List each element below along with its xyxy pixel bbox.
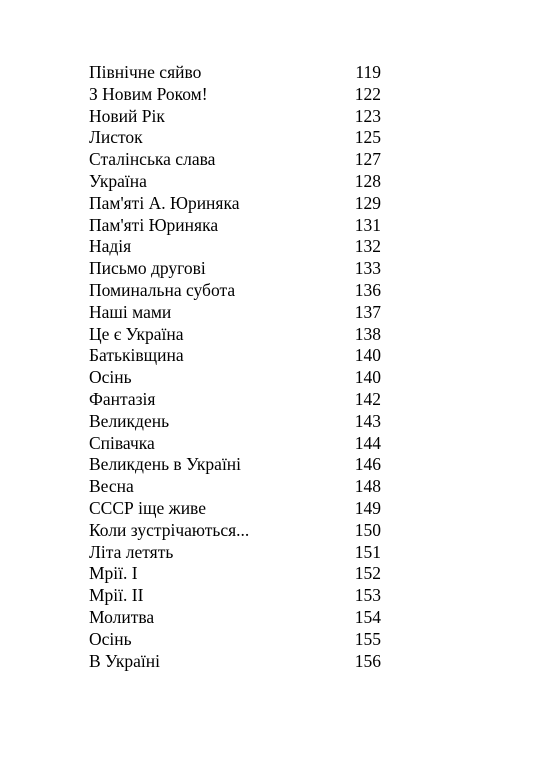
toc-entry-title: Це є Україна xyxy=(89,323,184,344)
toc-entry-page-number: 122 xyxy=(354,83,381,104)
toc-entry-title: Великдень xyxy=(89,410,170,431)
toc-entry-page-number: 154 xyxy=(354,606,381,627)
toc-entry xyxy=(89,127,381,149)
toc-entry-title: Фантазія xyxy=(89,388,156,409)
toc-entry-title: Листок xyxy=(89,127,143,148)
toc-entry-page-number: 153 xyxy=(354,585,381,606)
toc-entry xyxy=(89,411,381,433)
toc-entry-page-number: 125 xyxy=(354,127,381,148)
toc-entry xyxy=(89,236,381,258)
toc-entry xyxy=(89,651,381,673)
toc-entry xyxy=(89,345,381,367)
toc-entry-title: Великдень в Україні xyxy=(89,454,242,475)
toc-entry xyxy=(89,193,381,215)
toc-entry-title: Весна xyxy=(89,476,134,497)
toc-entry xyxy=(89,171,381,193)
toc-entry-page-number: 142 xyxy=(354,388,381,409)
toc-entry-page-number: 140 xyxy=(354,367,381,388)
toc-entry xyxy=(89,520,381,542)
toc-entry xyxy=(89,302,381,324)
toc-entry-title: Сталінська слава xyxy=(89,149,216,170)
toc-entry-page-number: 133 xyxy=(354,258,381,279)
toc-entry-title: Літа летять xyxy=(89,541,174,562)
toc-entry-page-number: 155 xyxy=(354,628,381,649)
toc-entry xyxy=(89,106,381,128)
toc-entry xyxy=(89,389,381,411)
toc-entry xyxy=(89,542,381,564)
toc-entry-page-number: 148 xyxy=(354,476,381,497)
toc-entry-page-number: 127 xyxy=(354,149,381,170)
toc-entry-title: Батьківщина xyxy=(89,345,184,366)
toc-entry-title: В Україні xyxy=(89,650,161,671)
toc-entry-page-number: 137 xyxy=(354,301,381,322)
toc-entry xyxy=(89,62,381,84)
toc-entry-page-number: 138 xyxy=(354,323,381,344)
toc-entry-title: Пам'яті Юриняка xyxy=(89,214,219,235)
toc-entry-title: Співачка xyxy=(89,432,155,453)
toc-entry xyxy=(89,476,381,498)
toc-entry-title: Письмо другові xyxy=(89,258,206,279)
toc-entry-title: Мрії. І xyxy=(89,563,138,584)
toc-entry-page-number: 151 xyxy=(354,541,381,562)
toc-entry xyxy=(89,149,381,171)
toc-entry-page-number: 119 xyxy=(355,62,381,82)
toc-entry xyxy=(89,324,381,346)
toc-entry-title: Мрії. ІІ xyxy=(89,585,144,606)
toc-entry-page-number: 156 xyxy=(354,650,381,671)
toc-entry-title: Осінь xyxy=(89,628,132,649)
toc-entry-title: Наші мами xyxy=(89,301,172,322)
toc-entry-title: Коли зустрічаються... xyxy=(89,519,250,540)
toc-entry-title: Україна xyxy=(89,170,147,191)
toc-entry-page-number: 140 xyxy=(354,345,381,366)
toc-entry-page-number: 129 xyxy=(354,192,381,213)
toc-entry-page-number: 123 xyxy=(354,105,381,126)
toc-entry xyxy=(89,563,381,585)
table-of-contents xyxy=(89,62,381,672)
toc-entry xyxy=(89,498,381,520)
toc-entry-title: Північне сяйво xyxy=(89,62,202,82)
toc-entry-title: Надія xyxy=(89,236,132,257)
toc-entry xyxy=(89,607,381,629)
toc-entry xyxy=(89,454,381,476)
toc-entry-page-number: 144 xyxy=(354,432,381,453)
toc-entry-title: СССР іще живе xyxy=(89,497,206,518)
toc-entry-page-number: 152 xyxy=(354,563,381,584)
toc-entry xyxy=(89,280,381,302)
toc-entry-page-number: 143 xyxy=(354,410,381,431)
toc-entry-page-number: 136 xyxy=(354,279,381,300)
toc-entry xyxy=(89,258,381,280)
toc-entry-page-number: 146 xyxy=(354,454,381,475)
toc-entry-title: Поминальна субота xyxy=(89,279,236,300)
toc-entry-page-number: 131 xyxy=(354,214,381,235)
toc-entry-page-number: 132 xyxy=(354,236,381,257)
toc-entry xyxy=(89,215,381,237)
toc-entry-title: З Новим Роком! xyxy=(89,83,208,104)
toc-entry xyxy=(89,367,381,389)
toc-entry-page-number: 149 xyxy=(354,497,381,518)
toc-entry-title: Молитва xyxy=(89,606,155,627)
toc-entry-page-number: 128 xyxy=(354,170,381,191)
toc-entry xyxy=(89,629,381,651)
toc-entry xyxy=(89,84,381,106)
toc-entry-title: Осінь xyxy=(89,367,132,388)
toc-entry-title: Пам'яті А. Юриняка xyxy=(89,192,240,213)
toc-entry-page-number: 150 xyxy=(354,519,381,540)
toc-entry xyxy=(89,585,381,607)
toc-entry xyxy=(89,433,381,455)
toc-entry-title: Новий Рік xyxy=(89,105,165,126)
